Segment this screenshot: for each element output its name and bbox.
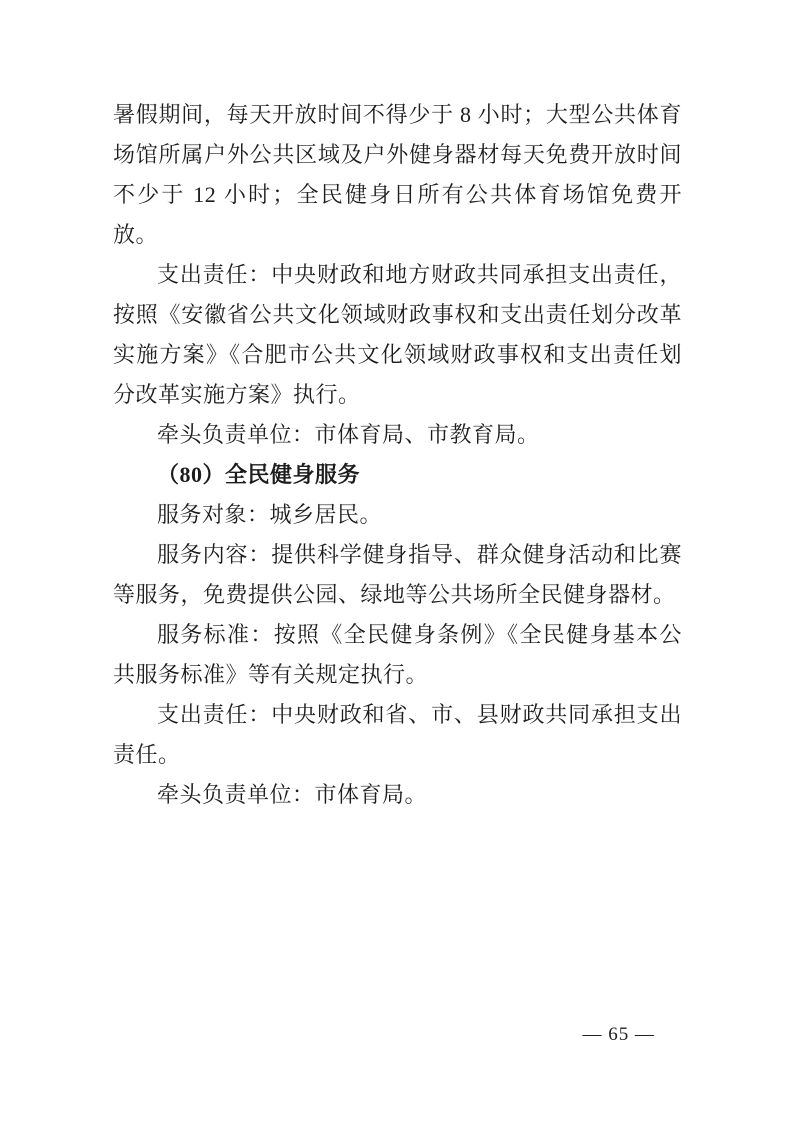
document-body [113, 95, 682, 815]
paragraph-expenditure-responsibility-80: 支出责任：中央财政和省、市、县财政共同承担支出责任。 [113, 702, 682, 767]
section-heading-80-national-fitness-service: （80）全民健身服务 [157, 462, 361, 487]
paragraph-service-target: 服务对象：城乡居民。 [157, 502, 383, 527]
paragraph-opening-hours-continuation: 暑假期间，每天开放时间不得少于 8 小时；大型公共体育场馆所属户外公共区域及户外健身器材每天免费开放时间不少于 12 小时；全民健身日所有公共体育场馆免费开放。 [113, 102, 682, 247]
page-number: — 65 — [582, 1024, 655, 1045]
paragraph-service-content: 服务内容：提供科学健身指导、群众健身活动和比赛等服务，免费提供公园、绿地等公共场所全民健身器材。 [113, 542, 682, 607]
paragraph-lead-unit-80: 牵头负责单位：市体育局。 [157, 782, 428, 807]
paragraph-expenditure-responsibility-79: 支出责任：中央财政和地方财政共同承担支出责任，按照《安徽省公共文化领域财政事权和支出责任划分改革实施方案》《合肥市公共文化领域财政事权和支出责任划分改革实施方案》执行。 [113, 262, 682, 407]
paragraph-service-standard: 服务标准：按照《全民健身条例》《全民健身基本公共服务标准》等有关规定执行。 [113, 622, 682, 687]
paragraph-lead-unit-79: 牵头负责单位：市体育局、市教育局。 [157, 422, 540, 447]
page-footer [0, 1022, 793, 1048]
